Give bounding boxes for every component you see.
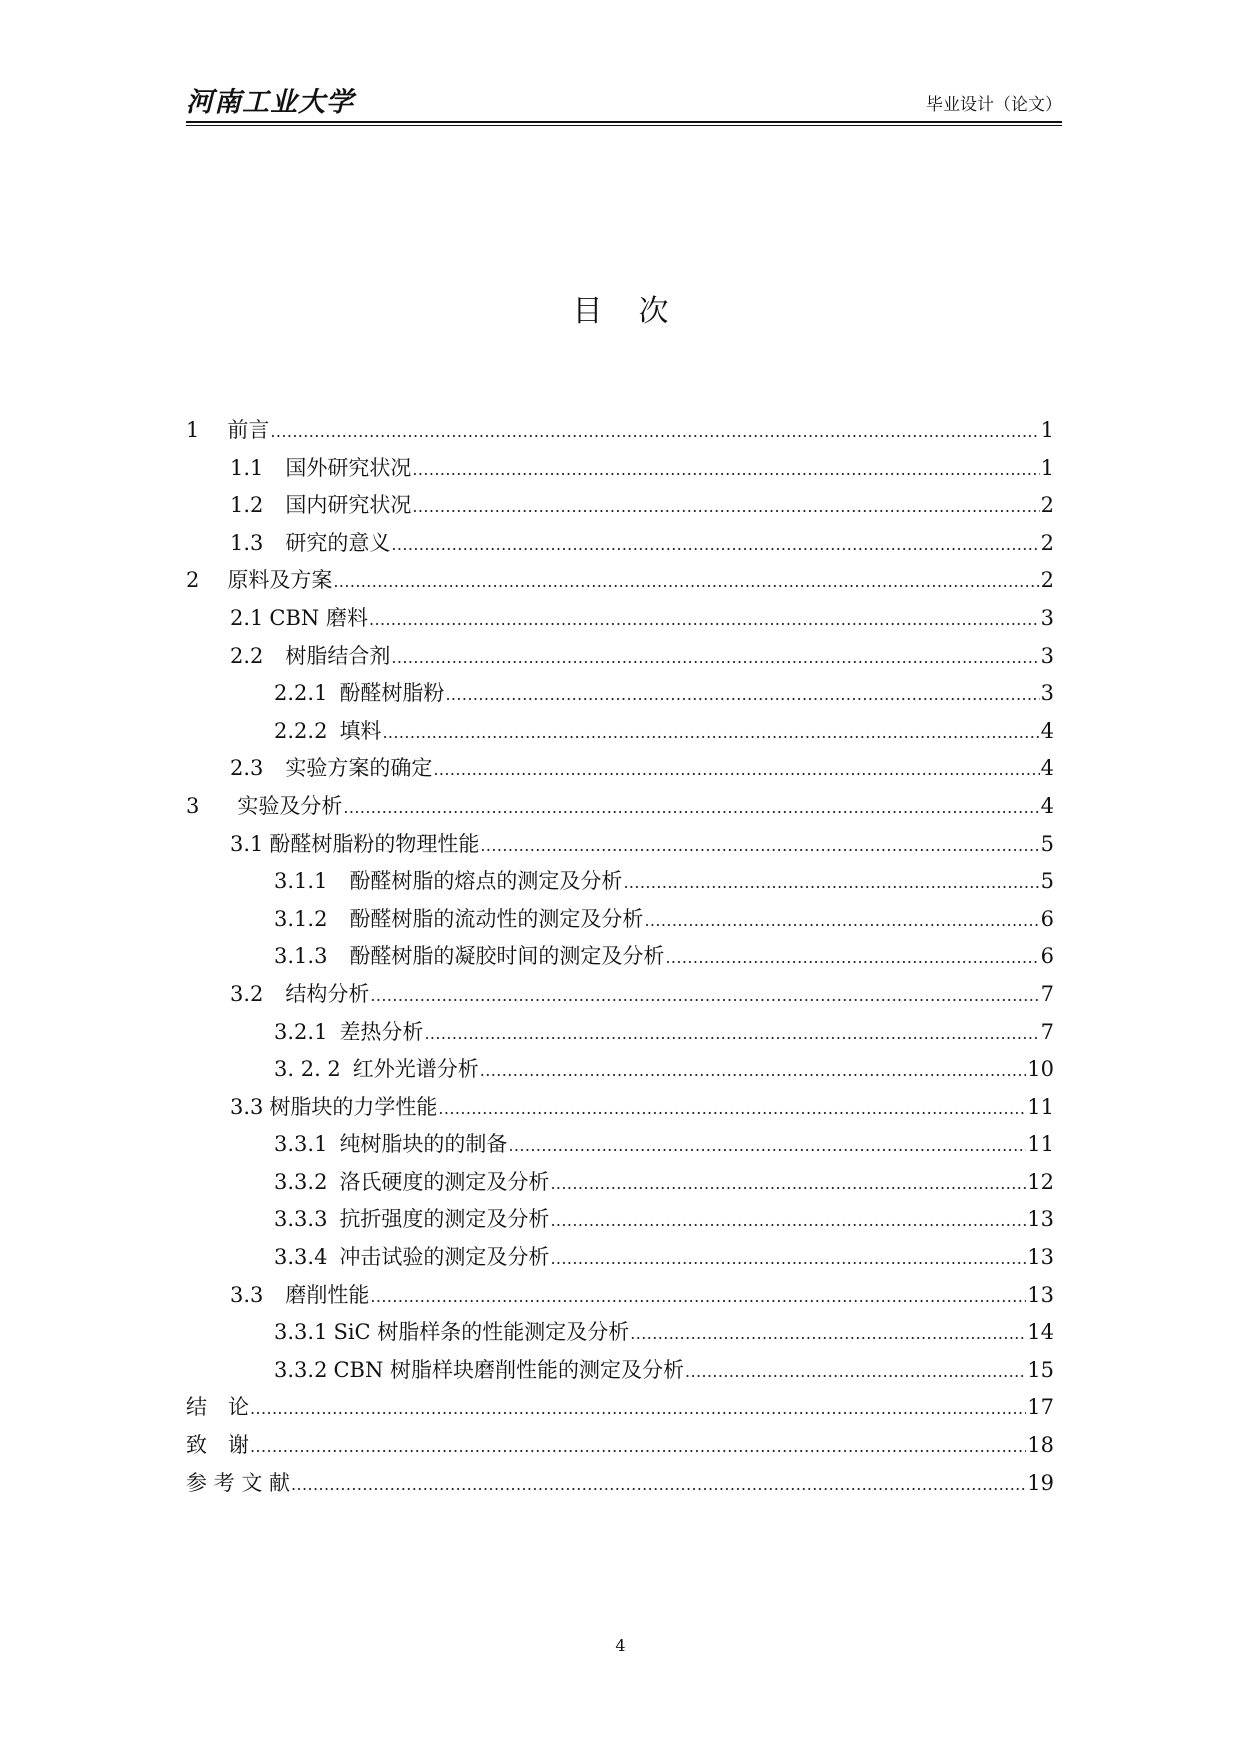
toc-entry-number: 3.3	[230, 1094, 264, 1119]
toc-leader-dots	[438, 1095, 1026, 1123]
toc-entry-page: 10	[1027, 1057, 1054, 1082]
toc-entry-page: 4	[1040, 718, 1054, 743]
toc-entry[interactable]	[186, 1318, 1054, 1356]
toc-entry[interactable]	[186, 942, 1054, 980]
toc-leader-dots	[550, 1170, 1026, 1198]
document-type: 毕业设计（论文）	[926, 95, 1062, 115]
toc-entry[interactable]	[186, 867, 1054, 905]
toc-entry-number: 3. 2. 2	[274, 1057, 341, 1082]
toc-leader-dots	[343, 794, 1039, 822]
toc-leader-dots	[623, 869, 1039, 897]
toc-entry-page: 18	[1027, 1433, 1054, 1458]
university-logo-text: 河南工业大学	[186, 87, 354, 118]
toc-entry-page: 13	[1027, 1282, 1054, 1307]
toc-entry-number: 2.1	[230, 605, 264, 630]
toc-entry-label: 原料及方案	[227, 568, 333, 593]
toc-entry-label: 研究的意义	[285, 530, 391, 555]
toc-entry-label: 实验及分析	[237, 793, 343, 818]
toc-entry-label: 结 论	[186, 1395, 249, 1420]
table-of-contents	[186, 416, 1054, 1506]
toc-entry[interactable]	[186, 792, 1054, 830]
toc-entry-label: CBN 磨料	[269, 605, 368, 630]
toc-entry-label: 洛氏硬度的测定及分析	[339, 1169, 550, 1194]
toc-entry-label: 抗折强度的测定及分析	[339, 1207, 550, 1232]
toc-entry-label: 国内研究状况	[285, 493, 412, 518]
toc-entry-page: 6	[1040, 944, 1054, 969]
toc-entry[interactable]	[186, 717, 1054, 755]
toc-entry-label: CBN 树脂样块磨削性能的测定及分析	[333, 1357, 684, 1382]
toc-entry-label: SiC 树脂样条的性能测定及分析	[333, 1320, 630, 1345]
toc-entry-page: 12	[1027, 1169, 1054, 1194]
toc-entry[interactable]	[186, 905, 1054, 943]
toc-entry-page: 3	[1040, 643, 1054, 668]
toc-entry-page: 1	[1040, 455, 1054, 480]
toc-leader-dots	[508, 1132, 1026, 1160]
toc-leader-dots	[270, 418, 1039, 446]
toc-entry-number: 1	[186, 418, 200, 442]
toc-entry-page: 13	[1027, 1207, 1054, 1232]
toc-entry[interactable]	[186, 1469, 1054, 1507]
toc-leader-dots	[433, 756, 1039, 784]
toc-leader-dots	[370, 982, 1039, 1010]
toc-entry-label: 纯树脂块的的制备	[339, 1132, 508, 1157]
toc-leader-dots	[445, 681, 1039, 709]
toc-leader-dots	[644, 907, 1039, 935]
toc-entry[interactable]	[186, 1393, 1054, 1431]
toc-entry-label: 国外研究状况	[285, 455, 412, 480]
toc-leader-dots	[333, 568, 1039, 596]
toc-leader-dots	[685, 1358, 1026, 1386]
toc-entry[interactable]	[186, 1018, 1054, 1056]
toc-entry-number: 3.2	[230, 981, 264, 1006]
toc-entry-number: 3.1	[230, 831, 264, 856]
toc-entry-number: 1.1	[230, 455, 264, 480]
toc-entry-number: 3.3.2	[274, 1169, 328, 1194]
page-title: 目次	[572, 294, 705, 329]
toc-leader-dots	[550, 1207, 1026, 1235]
toc-entry-label: 致 谢	[186, 1433, 249, 1458]
toc-entry-page: 2	[1040, 568, 1054, 593]
toc-entry-page: 15	[1027, 1357, 1054, 1382]
toc-entry-page: 7	[1040, 981, 1054, 1006]
toc-entry-number: 2.3	[230, 756, 264, 781]
toc-entry[interactable]	[186, 491, 1054, 529]
toc-leader-dots	[550, 1245, 1026, 1273]
toc-entry[interactable]	[186, 1205, 1054, 1243]
toc-leader-dots	[480, 832, 1039, 860]
toc-leader-dots	[630, 1320, 1026, 1348]
toc-entry[interactable]	[186, 604, 1054, 642]
toc-entry-page: 2	[1040, 530, 1054, 555]
toc-entry-page: 13	[1027, 1245, 1054, 1270]
toc-leader-dots	[291, 1471, 1026, 1499]
toc-leader-dots	[412, 493, 1039, 521]
toc-entry-label: 参 考 文 献	[186, 1470, 291, 1495]
toc-entry-label: 结构分析	[285, 981, 370, 1006]
toc-entry[interactable]	[186, 1055, 1054, 1093]
toc-entry-label: 红外光谱分析	[352, 1057, 479, 1082]
toc-leader-dots	[412, 456, 1039, 484]
header-rule-thin	[186, 125, 1062, 126]
toc-leader-dots	[665, 944, 1039, 972]
toc-leader-dots	[369, 606, 1040, 634]
toc-entry-label: 酚醛树脂的熔点的测定及分析	[349, 869, 623, 894]
toc-entry-page: 17	[1027, 1395, 1054, 1420]
toc-leader-dots	[382, 719, 1039, 747]
toc-entry-label: 冲击试验的测定及分析	[339, 1245, 550, 1270]
toc-entry-number: 2	[186, 568, 200, 593]
toc-entry-number: 3.3	[230, 1282, 264, 1307]
toc-leader-dots	[480, 1057, 1026, 1085]
toc-entry[interactable]	[186, 980, 1054, 1018]
toc-entry-label: 实验方案的确定	[285, 756, 433, 781]
toc-leader-dots	[250, 1433, 1026, 1461]
toc-leader-dots	[391, 644, 1039, 672]
toc-entry[interactable]	[186, 416, 1054, 454]
toc-entry-page: 2	[1040, 493, 1054, 518]
toc-entry-number: 3.1.1	[274, 869, 328, 894]
toc-entry-page: 11	[1027, 1132, 1054, 1157]
toc-entry-number: 3.1.2	[274, 906, 328, 931]
toc-entry-number: 3.3.1	[274, 1320, 328, 1345]
toc-entry-number: 2.2.1	[274, 681, 328, 706]
toc-entry-page: 3	[1040, 605, 1054, 630]
toc-entry-page: 11	[1027, 1094, 1054, 1119]
toc-entry-page: 14	[1027, 1320, 1054, 1345]
toc-entry-page: 4	[1040, 793, 1054, 818]
toc-entry-page: 4	[1040, 756, 1054, 781]
toc-entry[interactable]	[186, 454, 1054, 492]
toc-entry-label: 酚醛树脂粉的物理性能	[269, 831, 480, 856]
toc-entry-label: 前言	[227, 418, 270, 442]
toc-entry-number: 3.3.3	[274, 1207, 328, 1232]
toc-entry[interactable]	[186, 830, 1054, 868]
toc-entry[interactable]	[186, 1130, 1054, 1168]
toc-entry-number: 1.2	[230, 493, 264, 518]
toc-entry-number: 3.3.1	[274, 1132, 328, 1157]
toc-entry-number: 3.2.1	[274, 1019, 328, 1044]
toc-entry[interactable]	[186, 566, 1054, 604]
header-rule-thick	[186, 121, 1062, 123]
toc-entry[interactable]	[186, 1168, 1054, 1206]
toc-entry-number: 2.2	[230, 643, 264, 668]
toc-entry-number: 3	[186, 793, 200, 818]
toc-entry-page: 5	[1040, 831, 1054, 856]
toc-entry-label: 酚醛树脂的流动性的测定及分析	[349, 906, 644, 931]
toc-entry[interactable]	[186, 1093, 1054, 1131]
toc-entry-page: 1	[1040, 418, 1054, 442]
toc-leader-dots	[391, 531, 1039, 559]
toc-entry[interactable]	[186, 642, 1054, 680]
toc-entry[interactable]	[186, 754, 1054, 792]
toc-entry[interactable]	[186, 679, 1054, 717]
toc-entry-page: 3	[1040, 681, 1054, 706]
toc-entry-number: 3.3.2	[274, 1357, 328, 1382]
toc-entry-page: 6	[1040, 906, 1054, 931]
toc-entry[interactable]	[186, 1281, 1054, 1319]
toc-entry[interactable]	[186, 529, 1054, 567]
toc-entry-page: 5	[1040, 869, 1054, 894]
toc-entry[interactable]	[186, 1431, 1054, 1469]
toc-leader-dots	[370, 1283, 1026, 1311]
toc-entry-number: 1.3	[230, 530, 264, 555]
toc-leader-dots	[250, 1395, 1026, 1423]
toc-entry-label: 酚醛树脂的凝胶时间的测定及分析	[349, 944, 665, 969]
toc-entry-number: 3.3.4	[274, 1245, 328, 1270]
toc-entry-label: 填料	[339, 718, 382, 743]
toc-entry-label: 酚醛树脂粉	[339, 681, 445, 706]
toc-entry-page: 19	[1027, 1470, 1054, 1495]
toc-entry-number: 3.1.3	[274, 944, 328, 969]
page-number: 4	[615, 1636, 626, 1655]
toc-entry-label: 树脂块的力学性能	[269, 1094, 438, 1119]
toc-entry[interactable]	[186, 1243, 1054, 1281]
toc-entry-page: 7	[1040, 1019, 1054, 1044]
page-header	[186, 86, 1062, 120]
toc-entry-label: 差热分析	[339, 1019, 424, 1044]
toc-entry-number: 2.2.2	[274, 718, 328, 743]
toc-entry[interactable]	[186, 1356, 1054, 1394]
toc-leader-dots	[424, 1020, 1039, 1048]
toc-entry-label: 树脂结合剂	[285, 643, 391, 668]
toc-entry-label: 磨削性能	[285, 1282, 370, 1307]
